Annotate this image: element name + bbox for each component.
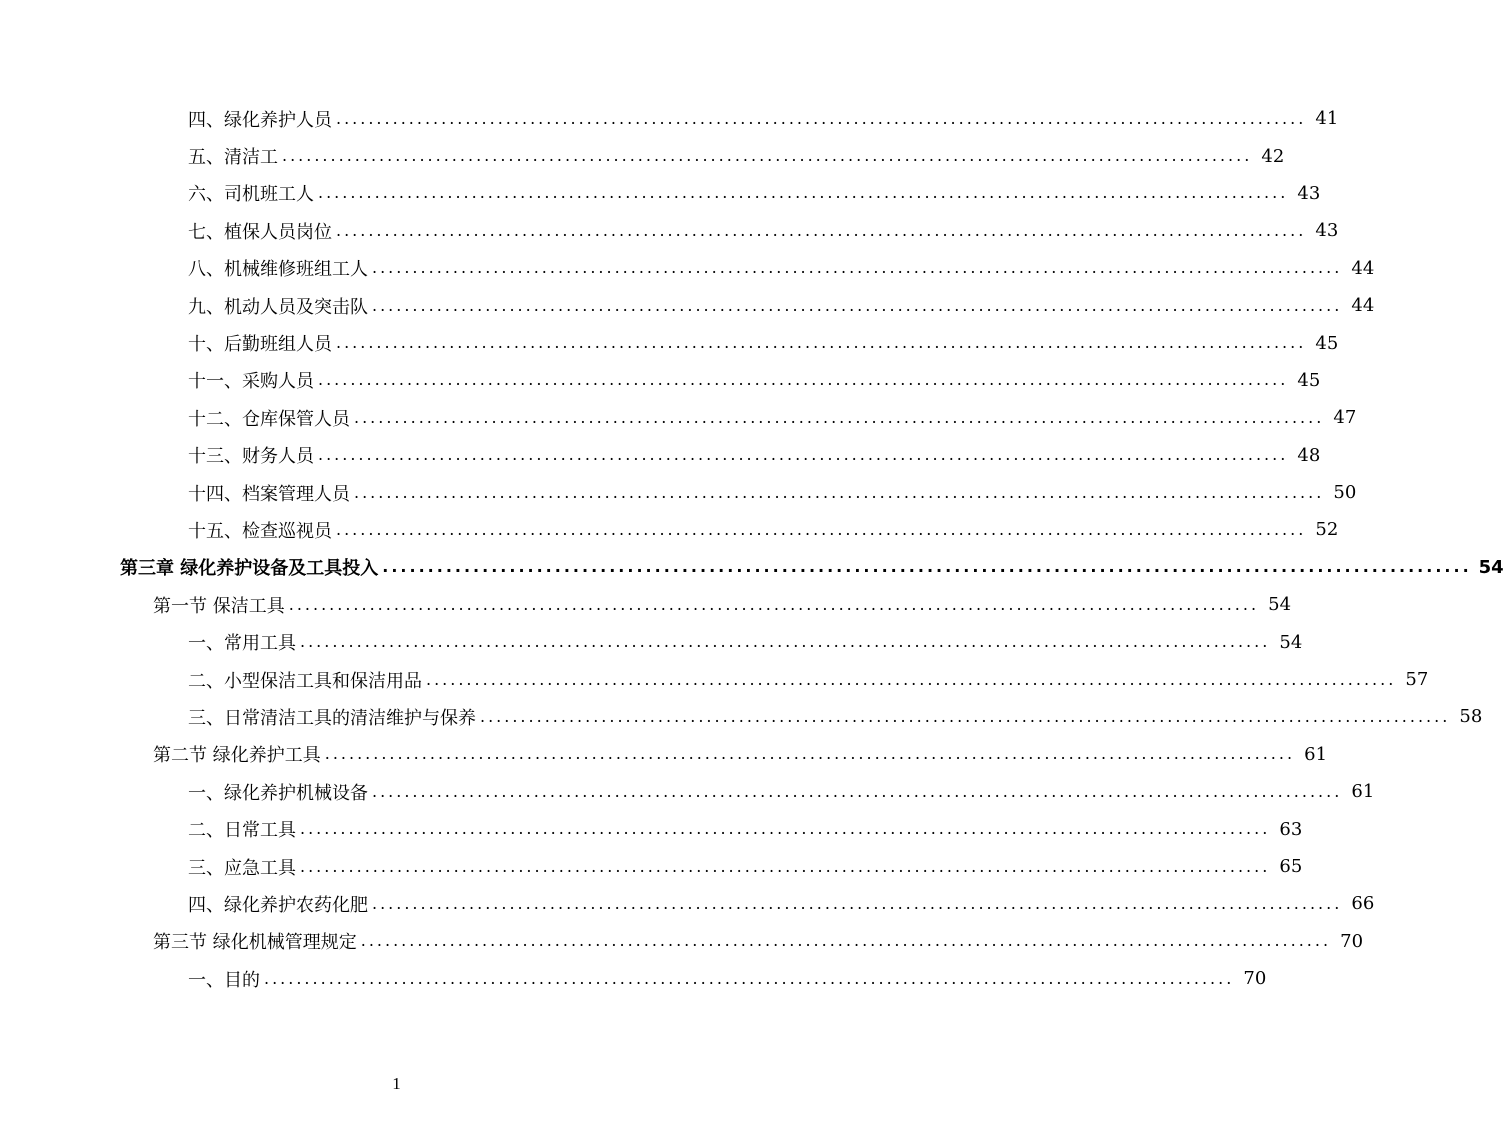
toc-entry[interactable] xyxy=(0,661,1429,698)
toc-entry-page: 42 xyxy=(1261,145,1285,167)
toc-leader-dots: ........................................................................................................................ xyxy=(372,893,1343,913)
toc-leader-dots: ........................................................................................................................ xyxy=(336,519,1307,539)
toc-entry-title: 六、司机班工人 xyxy=(188,184,314,206)
toc-leader-dots: ........................................................................................................................ xyxy=(372,258,1343,278)
toc-entry-title: 十三、财务人员 xyxy=(188,446,314,468)
toc-entry-title: 十五、检查巡视员 xyxy=(188,520,332,542)
toc-leader-dots: ........................................................................................................................ xyxy=(324,744,1296,764)
toc-entry-title: 五、清洁工 xyxy=(188,147,278,169)
toc-entry-page: 54 xyxy=(1279,631,1303,653)
toc-leader-dots: ........................................................................................................................ xyxy=(300,856,1271,876)
toc-entry[interactable] xyxy=(0,362,1321,399)
toc-leader-dots: ........................................................................................................................ xyxy=(354,407,1325,427)
toc-entry-title: 四、绿化养护人员 xyxy=(188,109,332,131)
page-number: 1 xyxy=(392,1074,401,1093)
toc-entry[interactable] xyxy=(0,437,1321,474)
toc-leader-dots: ........................................................................................................................ xyxy=(382,557,1472,577)
toc-leader-dots: ........................................................................................................................ xyxy=(318,370,1289,390)
toc-entry[interactable] xyxy=(0,399,1357,436)
toc-section-entry[interactable] xyxy=(0,586,1292,623)
toc-entry[interactable] xyxy=(0,698,1483,735)
toc-leader-dots: ........................................................................................................................ xyxy=(264,968,1235,988)
toc-entry-title: 十、后勤班组人员 xyxy=(188,334,332,356)
toc-entry[interactable] xyxy=(0,324,1339,361)
toc-entry[interactable] xyxy=(0,623,1303,660)
toc-leader-dots: ........................................................................................................................ xyxy=(336,333,1307,353)
toc-entry-page: 44 xyxy=(1351,257,1375,279)
toc-entry-title: 第三章 绿化养护设备及工具投入 xyxy=(120,558,379,580)
toc-entry-title: 四、绿化养护农药化肥 xyxy=(188,894,368,916)
toc-entry-page: 45 xyxy=(1315,332,1339,354)
toc-leader-dots: ........................................................................................................................ xyxy=(372,781,1343,801)
table-of-contents xyxy=(0,100,1504,997)
toc-entry-title: 第一节 保洁工具 xyxy=(153,595,285,617)
toc-entry-page: 41 xyxy=(1315,108,1339,130)
toc-entry-page: 54 xyxy=(1478,556,1504,578)
toc-entry[interactable] xyxy=(0,474,1357,511)
toc-leader-dots: ........................................................................................................................ xyxy=(372,295,1343,315)
toc-leader-dots: ........................................................................................................................ xyxy=(300,632,1271,652)
toc-entry[interactable] xyxy=(0,960,1267,997)
toc-chapter-entry[interactable] xyxy=(0,549,1504,586)
toc-entry-page: 66 xyxy=(1351,893,1375,915)
toc-leader-dots: ........................................................................................................................ xyxy=(318,183,1289,203)
toc-entry-title: 十一、采购人员 xyxy=(188,371,314,393)
toc-leader-dots: ........................................................................................................................ xyxy=(282,146,1253,166)
toc-entry-page: 61 xyxy=(1351,781,1375,803)
toc-entry-page: 70 xyxy=(1340,930,1364,952)
toc-entry[interactable] xyxy=(0,810,1303,847)
toc-leader-dots: ........................................................................................................................ xyxy=(318,445,1289,465)
toc-section-entry[interactable] xyxy=(0,736,1328,773)
toc-entry-title: 十四、档案管理人员 xyxy=(188,483,350,505)
toc-entry[interactable] xyxy=(0,212,1339,249)
toc-entry-title: 二、小型保洁工具和保洁用品 xyxy=(188,670,422,692)
toc-entry[interactable] xyxy=(0,511,1339,548)
toc-entry-title: 一、绿化养护机械设备 xyxy=(188,782,368,804)
toc-entry-page: 65 xyxy=(1279,856,1303,877)
toc-leader-dots: ........................................................................................................................ xyxy=(360,931,1332,951)
toc-entry-title: 第三节 绿化机械管理规定 xyxy=(153,932,357,954)
toc-entry-page: 45 xyxy=(1297,369,1321,391)
toc-leader-dots: ........................................................................................................................ xyxy=(336,108,1307,128)
toc-section-entry[interactable] xyxy=(0,923,1364,960)
toc-entry-page: 48 xyxy=(1297,444,1321,466)
toc-leader-dots: ........................................................................................................................ xyxy=(300,819,1271,839)
toc-entry[interactable] xyxy=(0,100,1339,137)
toc-entry-page: 61 xyxy=(1304,743,1328,765)
toc-leader-dots: ........................................................................................................................ xyxy=(336,220,1307,240)
toc-entry-page: 58 xyxy=(1459,706,1483,728)
toc-leader-dots: ........................................................................................................................ xyxy=(480,706,1451,726)
toc-entry-title: 八、机械维修班组工人 xyxy=(188,259,368,281)
toc-entry-title: 一、常用工具 xyxy=(188,633,296,655)
toc-entry-page: 63 xyxy=(1279,818,1303,840)
toc-entry[interactable] xyxy=(0,175,1321,212)
toc-entry-page: 70 xyxy=(1243,968,1267,990)
toc-entry-title: 三、应急工具 xyxy=(188,857,296,879)
toc-leader-dots: ........................................................................................................................ xyxy=(288,594,1260,614)
toc-entry-title: 十二、仓库保管人员 xyxy=(188,408,350,430)
toc-entry-page: 54 xyxy=(1268,594,1292,616)
toc-entry[interactable] xyxy=(0,773,1375,810)
toc-entry-page: 52 xyxy=(1315,519,1339,541)
toc-entry-title: 三、日常清洁工具的清洁维护与保养 xyxy=(188,707,476,729)
toc-entry-title: 七、植保人员岗位 xyxy=(188,221,332,243)
toc-leader-dots: ........................................................................................................................ xyxy=(354,482,1325,502)
toc-entry-page: 50 xyxy=(1333,482,1357,504)
toc-entry[interactable] xyxy=(0,250,1375,287)
toc-entry[interactable] xyxy=(0,137,1285,174)
toc-leader-dots: ........................................................................................................................ xyxy=(426,669,1397,689)
toc-entry-title: 二、日常工具 xyxy=(188,820,296,842)
toc-entry[interactable] xyxy=(0,848,1303,885)
toc-entry-title: 第二节 绿化养护工具 xyxy=(153,745,321,767)
toc-entry-page: 57 xyxy=(1405,669,1429,691)
toc-entry-page: 43 xyxy=(1297,182,1321,204)
toc-entry-page: 43 xyxy=(1315,220,1339,242)
toc-entry-page: 47 xyxy=(1333,407,1357,429)
toc-entry[interactable] xyxy=(0,885,1375,922)
toc-entry-page: 44 xyxy=(1351,295,1375,317)
toc-entry-title: 一、目的 xyxy=(188,969,260,991)
toc-entry[interactable] xyxy=(0,287,1375,324)
toc-entry-title: 九、机动人员及突击队 xyxy=(188,296,368,318)
